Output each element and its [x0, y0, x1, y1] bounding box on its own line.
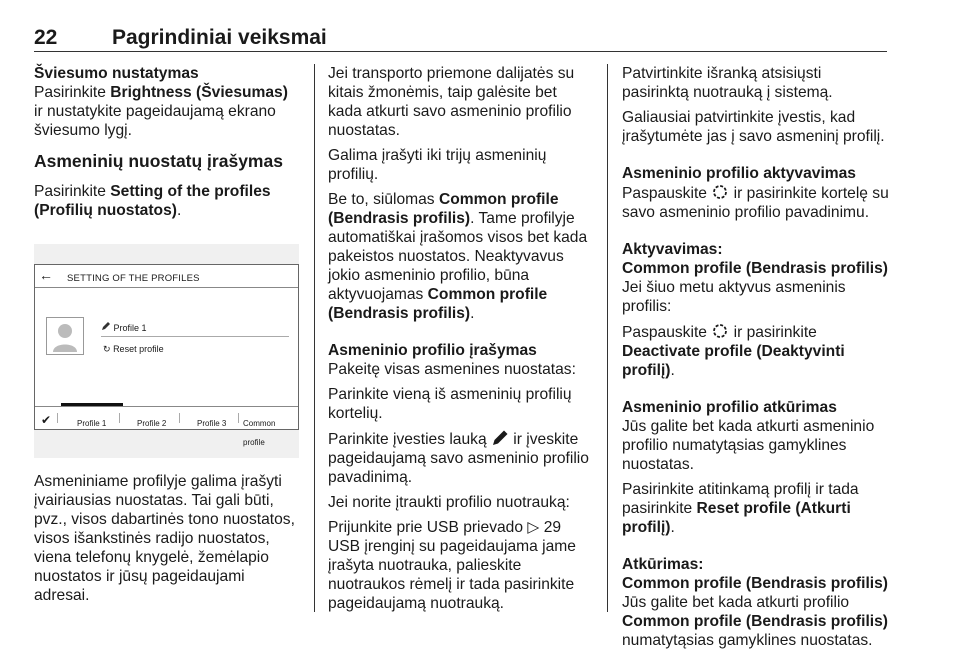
page-reference-icon: ▷: [527, 519, 540, 536]
paragraph-usb: Prijunkite prie USB prievado ▷ 29 USB įrenginį su pageidaujama jame įrašyta nuotrauka, palieskite nuotraukos rėmelį ir tada pasirinkite pageidaujamą nuotrauką.: [328, 519, 576, 612]
page-number: 22: [34, 26, 58, 49]
paragraph-choose-tab: Parinkite vieną iš asmeninių profilių kortelių.: [328, 386, 572, 422]
heading-activate-profile: Asmeninio profilio aktyvavimas: [622, 165, 856, 182]
paragraph-enter-name: Parinkite įvesties lauką ir įveskite pageidaujamą savo asmeninio profilio pavadinimą.: [328, 431, 589, 486]
paragraph-restore-defaults: Jūs galite bet kada atkurti asmeninio profilio numatytąsias gamyklines nuostatas.: [622, 418, 875, 473]
heading-restore-profile: Asmeninio profilio atkūrimas: [622, 399, 837, 416]
paragraph-confirm-download: Patvirtinkite išranką atsisiųsti pasirinktą nuotrauką į sistemą.: [622, 65, 833, 101]
paragraph-deactivate: Paspauskite ir pasirinkite Deactivate profile (Deaktyvinti profilį).: [622, 324, 845, 379]
screen-frame: [34, 264, 299, 447]
settings-gear-icon: [711, 322, 729, 340]
screen-title: SETTING OF THE PROFILES: [67, 273, 200, 284]
screen-title-bar: [35, 265, 298, 288]
back-arrow-icon[interactable]: ←: [39, 267, 53, 283]
column-2: [328, 64, 594, 619]
column-1: [34, 64, 299, 611]
profile-avatar[interactable]: [46, 317, 84, 355]
active-tab-indicator: [61, 403, 123, 406]
person-icon: [47, 318, 83, 354]
header-divider: [34, 51, 887, 52]
profile-name-field[interactable]: Profile 1: [101, 319, 147, 338]
column-divider-2: [607, 64, 608, 612]
reset-profile-item[interactable]: ↻ Reset profile: [103, 344, 164, 354]
paragraph-after-changes: Pakeitę visas asmenines nuostatas:: [328, 361, 576, 378]
paragraph-sharing: Jei transporto priemone dalijatės su kitais žmonėmis, taip galėsite bet kada atkurti savo asmeninio profilio nuostatas.: [328, 65, 575, 139]
paragraph-restore-common: Jūs galite bet kada atkurti profilio Common profile (Bendrasis profilis) numatytąsias gamyklines nuostatas.: [622, 594, 888, 649]
page-header: [34, 26, 887, 52]
heading-record-profile: Asmeninio profilio įrašymas: [328, 342, 537, 359]
tab-profile-2[interactable]: Profile 2: [137, 419, 167, 428]
paragraph-currently-active: Jei šiuo metu aktyvus asmeninis profilis:: [622, 279, 846, 315]
heading-activation: Aktyvavimas: Common profile (Bendrasis profilis): [622, 241, 888, 277]
paragraph-three-profiles: Galima įrašyti iki trijų asmeninių profilių.: [328, 147, 547, 183]
check-icon[interactable]: ✔: [41, 413, 52, 427]
paragraph-press-settings: Paspauskite ir pasirinkite kortelę su savo asmeninio profilio pavadinimu.: [622, 185, 889, 221]
paragraph-brightness: Pasirinkite Brightness (Šviesumas) ir nustatykite pageidaujamą ekrano šviesumo lygį.: [34, 84, 288, 139]
profile-tab-bar: [35, 406, 298, 447]
tab-common-profile[interactable]: Common profile: [243, 419, 276, 447]
pencil-icon: [491, 429, 509, 447]
paragraph-confirm-entries: Galiausiai patvirtinkite įvestis, kad įrašytumėte jas į savo asmeninį profilį.: [622, 109, 885, 145]
paragraph-add-photo: Jei norite įtraukti profilio nuotrauką:: [328, 494, 570, 511]
profiles-screenshot: [34, 244, 299, 458]
heading-brightness: Šviesumo nustatymas: [34, 65, 199, 82]
paragraph-common-profile: Be to, siūlomas Common profile (Bendrasis profilis). Tame profilyje automatiškai įrašomos visos bet kada pakeistos nuostatos. Neaktyvavus jokio asmeninio profilio, būna aktyvuojamas Common profile (Bendrasis profilis).: [328, 191, 588, 322]
separator: [101, 336, 289, 337]
tab-profile-1[interactable]: Profile 1: [77, 419, 107, 428]
paragraph-profile-contents: Asmeniniame profilyje galima įrašyti įvairiausias nuostatas. Tai gali būti, pvz., visos dabartinės tono nuostatos, visos išankstinės radijo nuostatos, viena telefonų knygelė, žemėlapio nuostatos ir jūsų pageidaujami adresai.: [34, 473, 295, 604]
paragraph-select-profiles: Pasirinkite Setting of the profiles (Profilių nuostatos).: [34, 183, 271, 219]
heading-save-settings: Asmeninių nuostatų įrašymas: [34, 151, 283, 171]
refresh-icon: ↻: [103, 344, 111, 354]
pencil-icon: [101, 321, 111, 331]
heading-restoring: Atkūrimas: Common profile (Bendrasis profilis): [622, 556, 888, 592]
page-title: Pagrindiniai veiksmai: [112, 26, 327, 49]
paragraph-reset-profile: Pasirinkite atitinkamą profilį ir tada pasirinkite Reset profile (Atkurti profilį).: [622, 481, 859, 536]
column-3: [622, 64, 890, 656]
column-divider-1: [314, 64, 315, 612]
settings-gear-icon: [711, 183, 729, 201]
tab-profile-3[interactable]: Profile 3: [197, 419, 227, 428]
